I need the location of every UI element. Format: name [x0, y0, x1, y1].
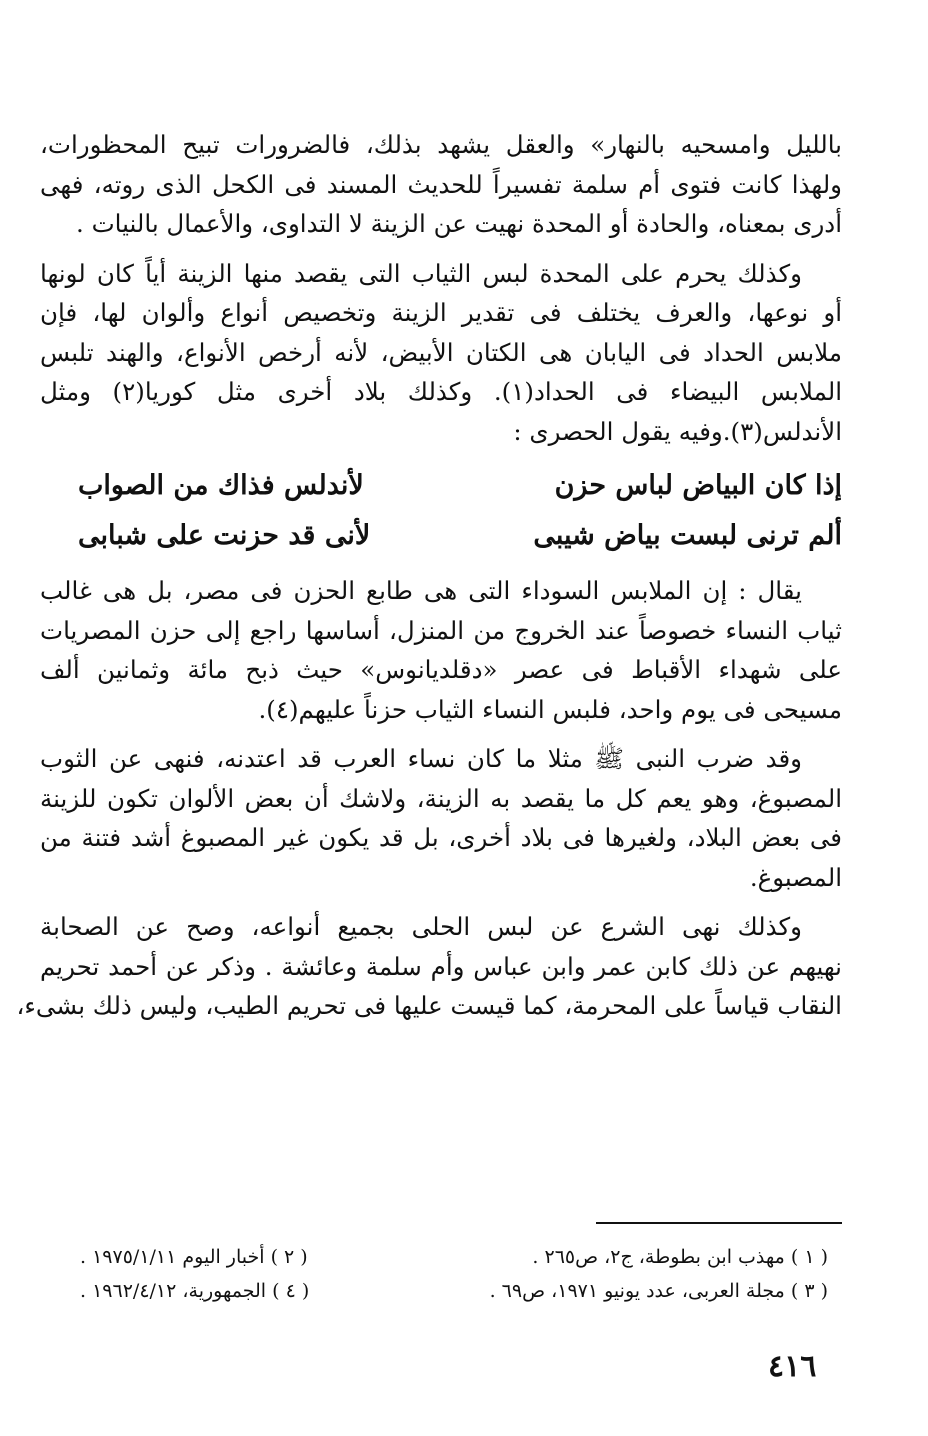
footnote: ( ٢ ) أخبار اليوم ١٩٧٥/١/١١ . — [80, 1246, 308, 1268]
text-line: على شهداء الأقباط فى عصر «دقلديانوس» حيث ذبح مائة وثمانين ألف — [40, 655, 842, 684]
paragraph-3 — [40, 571, 842, 729]
text-line: ملابس الحداد فى اليابان هى الكتان الأبيض، لأنه أرخص الأنواع، والهند تلبس — [40, 337, 842, 367]
text-line: وكذلك نهى الشرع عن لبس الحلى بجميع أنواعه، وصح عن الصحابة — [40, 912, 802, 941]
text-line: أو نوعها، والعرف يختلف فى تقدير الزينة وتخصيص أنواع وألوان لها، فإن — [40, 298, 842, 327]
text-line: يقال : إن الملابس السوداء التى هى طابع الحزن فى مصر، بل هى غالب — [40, 576, 802, 605]
text-line: أدرى بمعناه، والحادة أو المحدة نهيت عن الزينة لا التداوى، والأعمال بالنيات . — [76, 209, 842, 238]
text-line: المصبوغ، وهو يعم كل ما يقصد به الزينة، ولاشك أن بعض الألوان تكون للزينة — [40, 783, 842, 813]
footnote-row — [80, 1274, 828, 1308]
text-line: فى بعض البلاد، ولغيرها فى بلاد أخرى، بل قد يكون غير المصبوغ أشد فتنة من — [40, 823, 842, 852]
poem-second-hemistich: لأنى قد حزنت على شبابى — [78, 520, 371, 551]
footnotes — [80, 1240, 828, 1308]
text-line: الأندلس(٣).وفيه يقول الحصرى : — [513, 416, 842, 446]
text-line: مسيحى فى يوم واحد، فلبس النساء الثياب حزناً عليهم(٤). — [258, 694, 842, 724]
text-line: ولهذا كانت فتوى أم سلمة تفسيراً للحديث المسند فى الكحل الذى روته، فهى — [40, 169, 842, 199]
poem-verse — [40, 461, 842, 511]
paragraph-2 — [40, 254, 842, 452]
poem-first-hemistich: إذا كان البياض لباس حزن — [554, 470, 842, 501]
footnote: ( ١ ) مهذب ابن بطوطة، ج٢، ص٢٦٥ . — [532, 1246, 828, 1268]
poem-verse — [40, 511, 842, 561]
poem — [40, 461, 842, 561]
text-line: ثياب النساء خصوصاً عند الخروج من المنزل، أساسها راجع إلى حزن المصريات — [40, 615, 842, 645]
text-line: الملابس البيضاء فى الحداد(١). وكذلك بلاد أخرى مثل كوريا(٢) ومثل — [40, 377, 843, 406]
footnote-separator — [596, 1222, 842, 1224]
paragraph-1 — [40, 125, 842, 244]
text-line: بالليل وامسحيه بالنهار» والعقل يشهد بذلك، فالضرورات تبيح المحظورات، — [40, 130, 842, 159]
paragraph-4 — [40, 739, 842, 897]
main-text — [16, 125, 843, 1036]
poem-second-hemistich: لأندلس فذاك من الصواب — [78, 470, 364, 501]
footnote-row — [80, 1240, 828, 1274]
footnote: ( ٤ ) الجمهورية، ١٩٦٢/٤/١٢ . — [80, 1280, 310, 1302]
paragraph-5 — [16, 907, 842, 1026]
poem-first-hemistich: ألم ترنى لبست بياض شيبى — [533, 520, 842, 551]
footnote: ( ٣ ) مجلة العربى، عدد يونيو ١٩٧١، ص٦٩ . — [489, 1280, 828, 1302]
page-number: ٤١٦ — [768, 1349, 817, 1384]
text-line: وقد ضرب النبى ﷺ مثلا ما كان نساء العرب قد اعتدنه، فنهى عن الثوب — [40, 744, 802, 773]
text-line: المصبوغ. — [749, 862, 842, 892]
text-line: نهيهم عن ذلك كابن عمر وابن عباس وأم سلمة وعائشة . وذكر عن أحمد تحريم — [40, 951, 842, 981]
text-line: وكذلك يحرم على المحدة لبس الثياب التى يقصد منها الزينة أياً كان لونها — [40, 258, 802, 288]
text-line: النقاب قياساً على المحرمة، كما قيست عليها فى تحريم الطيب، وليس ذلك بشىء، — [16, 991, 842, 1020]
